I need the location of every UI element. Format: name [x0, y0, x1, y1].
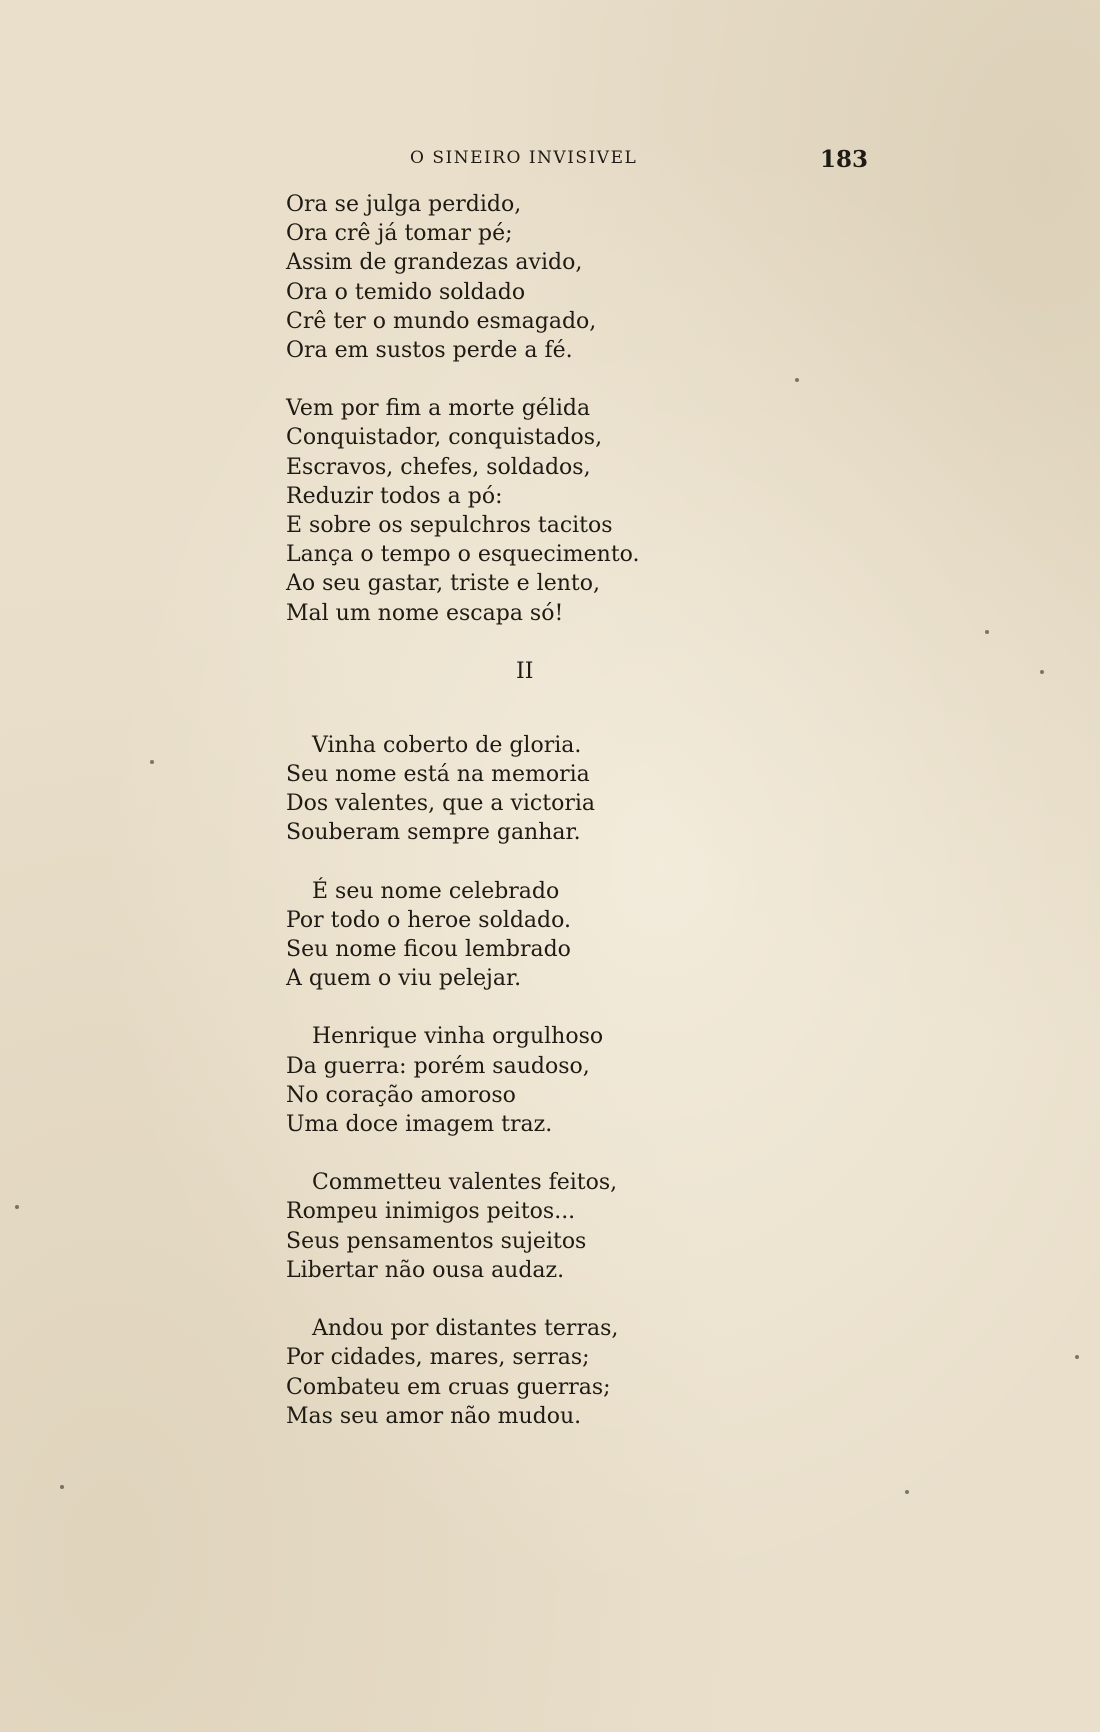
- poem-line: No coração amoroso: [286, 1082, 516, 1108]
- poem-line: Uma doce imagem traz.: [286, 1112, 553, 1138]
- paper-speck: [1040, 670, 1044, 674]
- poem-line: Da guerra: porém saudoso,: [286, 1053, 590, 1079]
- running-title: O SINEIRO INVISIVEL: [410, 148, 638, 168]
- poem-line: Andou por distantes terras,: [312, 1316, 619, 1342]
- poem-line: Ora em sustos perde a fé.: [286, 338, 573, 364]
- poem-line: Souberam sempre ganhar.: [286, 820, 581, 846]
- poem-line: Combateu em cruas guerras;: [286, 1374, 611, 1400]
- poem-line: Vem por fim a morte gélida: [286, 396, 591, 422]
- poem-line: Mas seu amor não mudou.: [286, 1403, 582, 1429]
- poem-line: Por todo o heroe soldado.: [286, 907, 571, 933]
- poem-line: Seu nome ficou lembrado: [286, 937, 571, 963]
- paper-speck: [1075, 1355, 1079, 1359]
- poem-line: Ora se julga perdido,: [286, 192, 522, 217]
- paper-speck: [905, 1490, 909, 1494]
- poem-line: Commetteu valentes feitos,: [312, 1170, 618, 1196]
- poem-line: Ora o temido soldado: [286, 279, 526, 305]
- poem-line: Rompeu inimigos peitos...: [286, 1199, 576, 1225]
- poem-line: Mal um nome escapa só!: [286, 600, 564, 626]
- poem-line: Vinha coberto de gloria.: [312, 732, 582, 758]
- poem-line: Ora crê já tomar pé;: [286, 221, 513, 247]
- stanza: [286, 1314, 846, 1431]
- poem-line: Assim de grandezas avido,: [286, 250, 583, 276]
- stanza: [286, 394, 846, 628]
- poem-line: É seu nome celebrado: [312, 878, 560, 904]
- poem-line: Libertar não ousa audaz.: [286, 1257, 565, 1283]
- page-number: 183: [820, 146, 869, 173]
- paper-speck: [15, 1205, 19, 1209]
- paper-speck: [60, 1485, 64, 1489]
- paper-speck: [795, 378, 799, 382]
- poem-line: Ao seu gastar, triste e lento,: [286, 571, 600, 597]
- poem-line: Dos valentes, que a victoria: [286, 791, 595, 817]
- poem-line: A quem o viu pelejar.: [286, 966, 522, 992]
- section-number: II: [516, 658, 534, 684]
- stanza: [286, 731, 846, 848]
- poem-line: Reduzir todos a pó:: [286, 483, 503, 509]
- poem-line: E sobre os sepulchros tacitos: [286, 513, 613, 539]
- stanza: [286, 1022, 846, 1139]
- paper-speck: [985, 630, 989, 634]
- stanza: [286, 190, 846, 365]
- poem-line: Seus pensamentos sujeitos: [286, 1228, 587, 1254]
- poem-line: Henrique vinha orgulhoso: [312, 1024, 604, 1050]
- poem-line: Lança o tempo o esquecimento.: [286, 542, 640, 568]
- paper-speck: [150, 760, 154, 764]
- poem-line: Conquistador, conquistados,: [286, 425, 603, 451]
- poem-line: Escravos, chefes, soldados,: [286, 454, 591, 480]
- poem-line: Crê ter o mundo esmagado,: [286, 308, 597, 334]
- poem-line: Por cidades, mares, serras;: [286, 1345, 590, 1371]
- stanza: [286, 877, 846, 994]
- poem-body: [286, 190, 846, 1460]
- page-header: [0, 146, 1100, 176]
- poem-line: Seu nome está na memoria: [286, 762, 590, 788]
- stanza: [286, 1168, 846, 1285]
